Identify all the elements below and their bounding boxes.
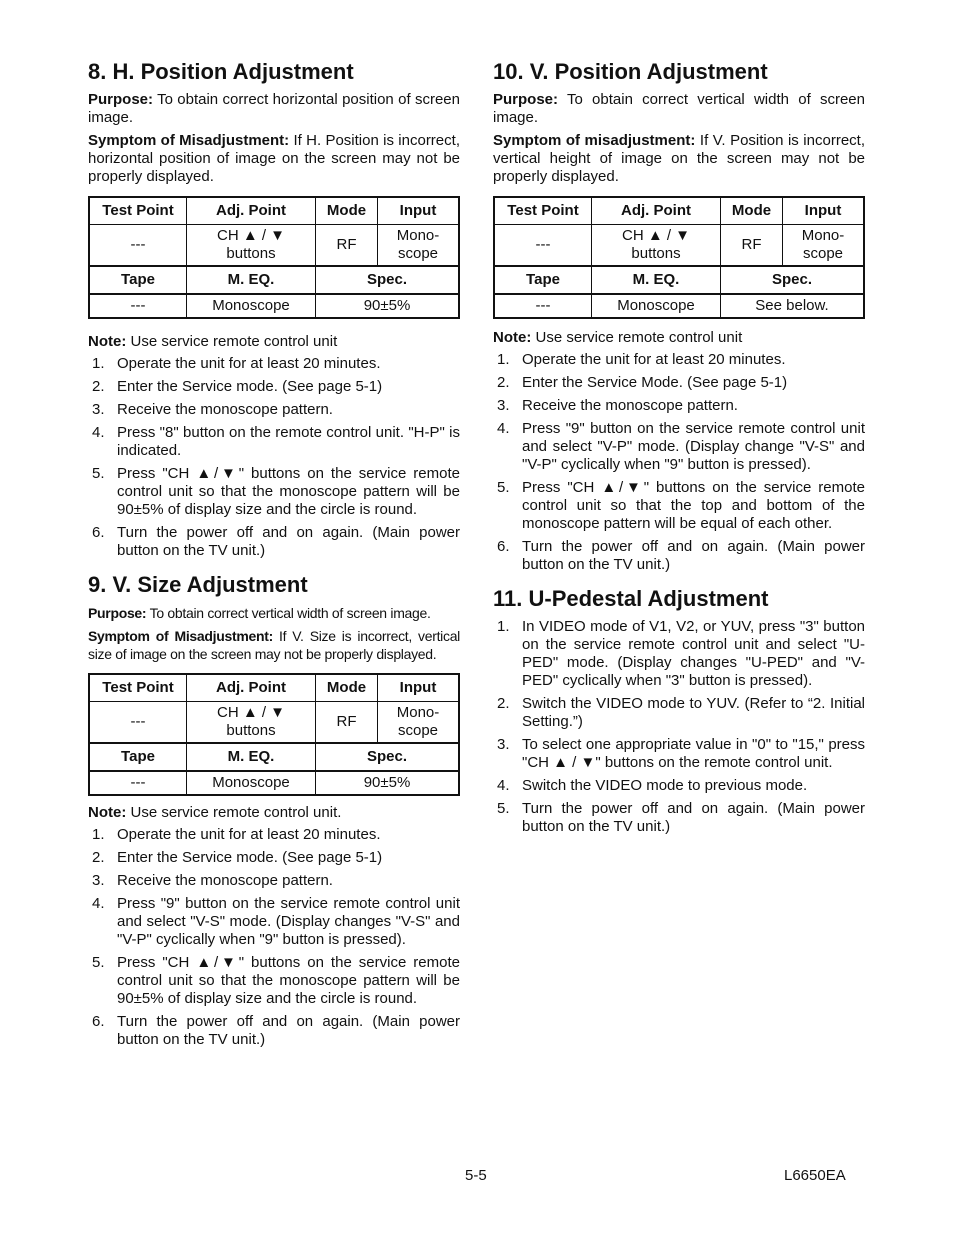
purpose-label: Purpose:	[88, 605, 147, 621]
cell-mode: RF	[316, 702, 378, 744]
note-label: Note:	[88, 804, 127, 821]
header-tape: Tape	[494, 266, 592, 294]
symptom-label: Symptom of Misadjustment:	[88, 132, 290, 149]
step-number: 2.	[497, 374, 510, 391]
step-number: 3.	[497, 397, 510, 414]
header-adj-point: Adj. Point	[187, 197, 316, 225]
step-number: 1.	[92, 826, 105, 843]
page-number: 5-5	[465, 1167, 487, 1184]
symptom-text	[493, 132, 865, 186]
step-text: Enter the Service mode. (See page 5-1)	[117, 849, 383, 866]
list-item	[493, 618, 865, 690]
header-spec: Spec.	[316, 266, 460, 294]
cell-test-point: ---	[89, 702, 187, 744]
purpose-text	[493, 91, 865, 127]
header-m-eq: M. EQ.	[187, 743, 316, 771]
step-text: Switch the VIDEO mode to previous mode.	[522, 777, 808, 794]
step-number: 4.	[497, 777, 510, 794]
list-item	[88, 424, 460, 460]
header-test-point: Test Point	[89, 197, 187, 225]
purpose-text	[88, 604, 460, 622]
cell-tape: ---	[494, 294, 592, 318]
list-item	[493, 374, 865, 392]
note-body: Use service remote control unit	[126, 333, 338, 350]
steps-list	[88, 355, 460, 560]
purpose-label: Purpose:	[88, 91, 154, 108]
list-item	[493, 777, 865, 795]
note-text	[88, 333, 460, 351]
step-text: Enter the Service mode. (See page 5-1)	[117, 378, 383, 395]
step-number: 5.	[92, 954, 105, 971]
header-m-eq: M. EQ.	[187, 266, 316, 294]
symptom-label: Symptom of misadjustment:	[493, 132, 696, 149]
cell-spec: See below.	[721, 294, 865, 318]
cell-m-eq: Monoscope	[187, 294, 316, 318]
adjustment-table	[493, 196, 865, 319]
steps-list	[493, 618, 865, 836]
cell-tape: ---	[89, 294, 187, 318]
cell-tape: ---	[89, 771, 187, 795]
header-tape: Tape	[89, 266, 187, 294]
header-spec: Spec.	[721, 266, 865, 294]
symptom-label: Symptom of Misadjustment:	[88, 628, 273, 644]
step-text: Press "9" button on the service remote control unit and select "V-P" mode. (Display change "V-S" and "V-P" cyclically when "9" button is pressed).	[522, 420, 865, 473]
header-input: Input	[378, 674, 460, 702]
list-item	[88, 1013, 460, 1049]
step-number: 1.	[92, 355, 105, 372]
step-text: Receive the monoscope pattern.	[117, 401, 333, 418]
step-number: 2.	[92, 849, 105, 866]
step-number: 4.	[92, 895, 105, 912]
step-number: 6.	[92, 1013, 105, 1030]
header-adj-point: Adj. Point	[187, 674, 316, 702]
step-text: Press "CH ▲/▼" buttons on the service remote control unit so that the monoscope pattern will be 90±5% of display size and the circle is round.	[117, 954, 460, 1007]
step-text: Receive the monoscope pattern.	[117, 872, 333, 889]
cell-m-eq: Monoscope	[592, 294, 721, 318]
step-text: Enter the Service Mode. (See page 5-1)	[522, 374, 788, 391]
step-number: 5.	[497, 800, 510, 817]
step-text: Operate the unit for at least 20 minutes.	[117, 826, 381, 843]
steps-list	[88, 826, 460, 1049]
symptom-body: If H. Position is incorrect, horizontal position of image on the screen may not be properly displayed.	[88, 132, 460, 185]
cell-adj-point: CH ▲ / ▼ buttons	[187, 702, 316, 744]
step-number: 1.	[497, 618, 510, 635]
step-text: Switch the VIDEO mode to YUV. (Refer to “2. Initial Setting.”)	[522, 695, 865, 730]
list-item	[88, 401, 460, 419]
step-number: 5.	[497, 479, 510, 496]
step-number: 3.	[92, 401, 105, 418]
purpose-body: To obtain correct horizontal position of screen image.	[88, 91, 460, 126]
section-title: 9. V. Size Adjustment	[88, 572, 308, 597]
cell-m-eq: Monoscope	[187, 771, 316, 795]
step-number: 1.	[497, 351, 510, 368]
note-text	[493, 329, 865, 347]
list-item	[493, 420, 865, 474]
right-column	[493, 58, 865, 841]
purpose-label: Purpose:	[493, 91, 559, 108]
section-u-pedestal	[493, 585, 865, 836]
symptom-body: If V. Position is incorrect, vertical height of image on the screen may not be properly displayed.	[493, 132, 865, 185]
step-text: Press "9" button on the service remote control unit and select "V-S" mode. (Display changes "V-S" and "V-P" cyclically when "9" button is pressed).	[117, 895, 460, 948]
section-v-position	[493, 58, 865, 574]
list-item	[88, 849, 460, 867]
cell-spec: 90±5%	[316, 771, 460, 795]
symptom-text	[88, 132, 460, 186]
note-label: Note:	[493, 329, 532, 346]
section-v-size	[88, 571, 460, 1049]
model-number: L6650EA	[784, 1167, 846, 1184]
symptom-body: If V. Size is incorrect, vertical size of image on the screen may not be properly displayed.	[88, 628, 460, 662]
header-test-point: Test Point	[494, 197, 592, 225]
step-number: 3.	[497, 736, 510, 753]
step-text: Turn the power off and on again. (Main power button on the TV unit.)	[117, 524, 460, 559]
note-body: Use service remote control unit.	[126, 804, 342, 821]
step-text: Turn the power off and on again. (Main power button on the TV unit.)	[117, 1013, 460, 1048]
header-input: Input	[378, 197, 460, 225]
step-text: Receive the monoscope pattern.	[522, 397, 738, 414]
cell-test-point: ---	[89, 225, 187, 267]
list-item	[493, 800, 865, 836]
list-item	[88, 355, 460, 373]
purpose-body: To obtain correct vertical width of screen image.	[493, 91, 865, 126]
cell-test-point: ---	[494, 225, 592, 267]
step-number: 3.	[92, 872, 105, 889]
list-item	[88, 465, 460, 519]
list-item	[88, 895, 460, 949]
list-item	[493, 479, 865, 533]
step-text: Operate the unit for at least 20 minutes.	[117, 355, 381, 372]
cell-mode: RF	[721, 225, 783, 267]
step-number: 6.	[497, 538, 510, 555]
list-item	[88, 826, 460, 844]
note-label: Note:	[88, 333, 127, 350]
step-number: 6.	[92, 524, 105, 541]
list-item	[493, 538, 865, 574]
cell-spec: 90±5%	[316, 294, 460, 318]
step-text: Turn the power off and on again. (Main power button on the TV unit.)	[522, 538, 865, 573]
step-number: 4.	[92, 424, 105, 441]
list-item	[88, 954, 460, 1008]
header-spec: Spec.	[316, 743, 460, 771]
cell-input: Mono-scope	[378, 702, 460, 744]
section-title: 11. U-Pedestal Adjustment	[493, 586, 769, 611]
cell-input: Mono-scope	[378, 225, 460, 267]
header-adj-point: Adj. Point	[592, 197, 721, 225]
header-mode: Mode	[721, 197, 783, 225]
adjustment-table	[88, 673, 460, 796]
note-text	[88, 804, 460, 822]
list-item	[88, 378, 460, 396]
step-number: 2.	[92, 378, 105, 395]
cell-mode: RF	[316, 225, 378, 267]
header-tape: Tape	[89, 743, 187, 771]
list-item	[493, 351, 865, 369]
left-column	[88, 58, 460, 1054]
steps-list	[493, 351, 865, 574]
list-item	[493, 736, 865, 772]
adjustment-table	[88, 196, 460, 319]
list-item	[493, 695, 865, 731]
header-mode: Mode	[316, 197, 378, 225]
section-title: 8. H. Position Adjustment	[88, 59, 354, 84]
header-mode: Mode	[316, 674, 378, 702]
note-body: Use service remote control unit	[531, 329, 743, 346]
symptom-text	[88, 627, 460, 663]
cell-input: Mono-scope	[783, 225, 865, 267]
step-text: Press "8" button on the remote control unit. "H-P" is indicated.	[117, 424, 460, 459]
cell-adj-point: CH ▲ / ▼ buttons	[592, 225, 721, 267]
purpose-body: To obtain correct vertical width of screen image.	[146, 605, 431, 621]
step-number: 2.	[497, 695, 510, 712]
step-text: Press "CH ▲/▼" buttons on the service remote control unit so that the top and bottom of the monoscope pattern will be equal of each other.	[522, 479, 865, 532]
section-h-position	[88, 58, 460, 560]
header-input: Input	[783, 197, 865, 225]
step-number: 4.	[497, 420, 510, 437]
section-title: 10. V. Position Adjustment	[493, 59, 768, 84]
header-m-eq: M. EQ.	[592, 266, 721, 294]
step-text: Operate the unit for at least 20 minutes.	[522, 351, 786, 368]
step-text: Turn the power off and on again. (Main power button on the TV unit.)	[522, 800, 865, 835]
purpose-text	[88, 91, 460, 127]
list-item	[88, 524, 460, 560]
step-number: 5.	[92, 465, 105, 482]
list-item	[88, 872, 460, 890]
header-test-point: Test Point	[89, 674, 187, 702]
cell-adj-point: CH ▲ / ▼ buttons	[187, 225, 316, 267]
step-text: To select one appropriate value in "0" to "15," press "CH ▲ / ▼" buttons on the remote control unit.	[522, 736, 865, 771]
step-text: In VIDEO mode of V1, V2, or YUV, press "3" button on the service remote control unit and select "U-PED" mode. (Display changes "U-PED" and "V-PED" cyclically when "3" button is pressed).	[522, 618, 865, 689]
step-text: Press "CH ▲/▼" buttons on the service remote control unit so that the monoscope pattern will be 90±5% of display size and the circle is round.	[117, 465, 460, 518]
list-item	[493, 397, 865, 415]
